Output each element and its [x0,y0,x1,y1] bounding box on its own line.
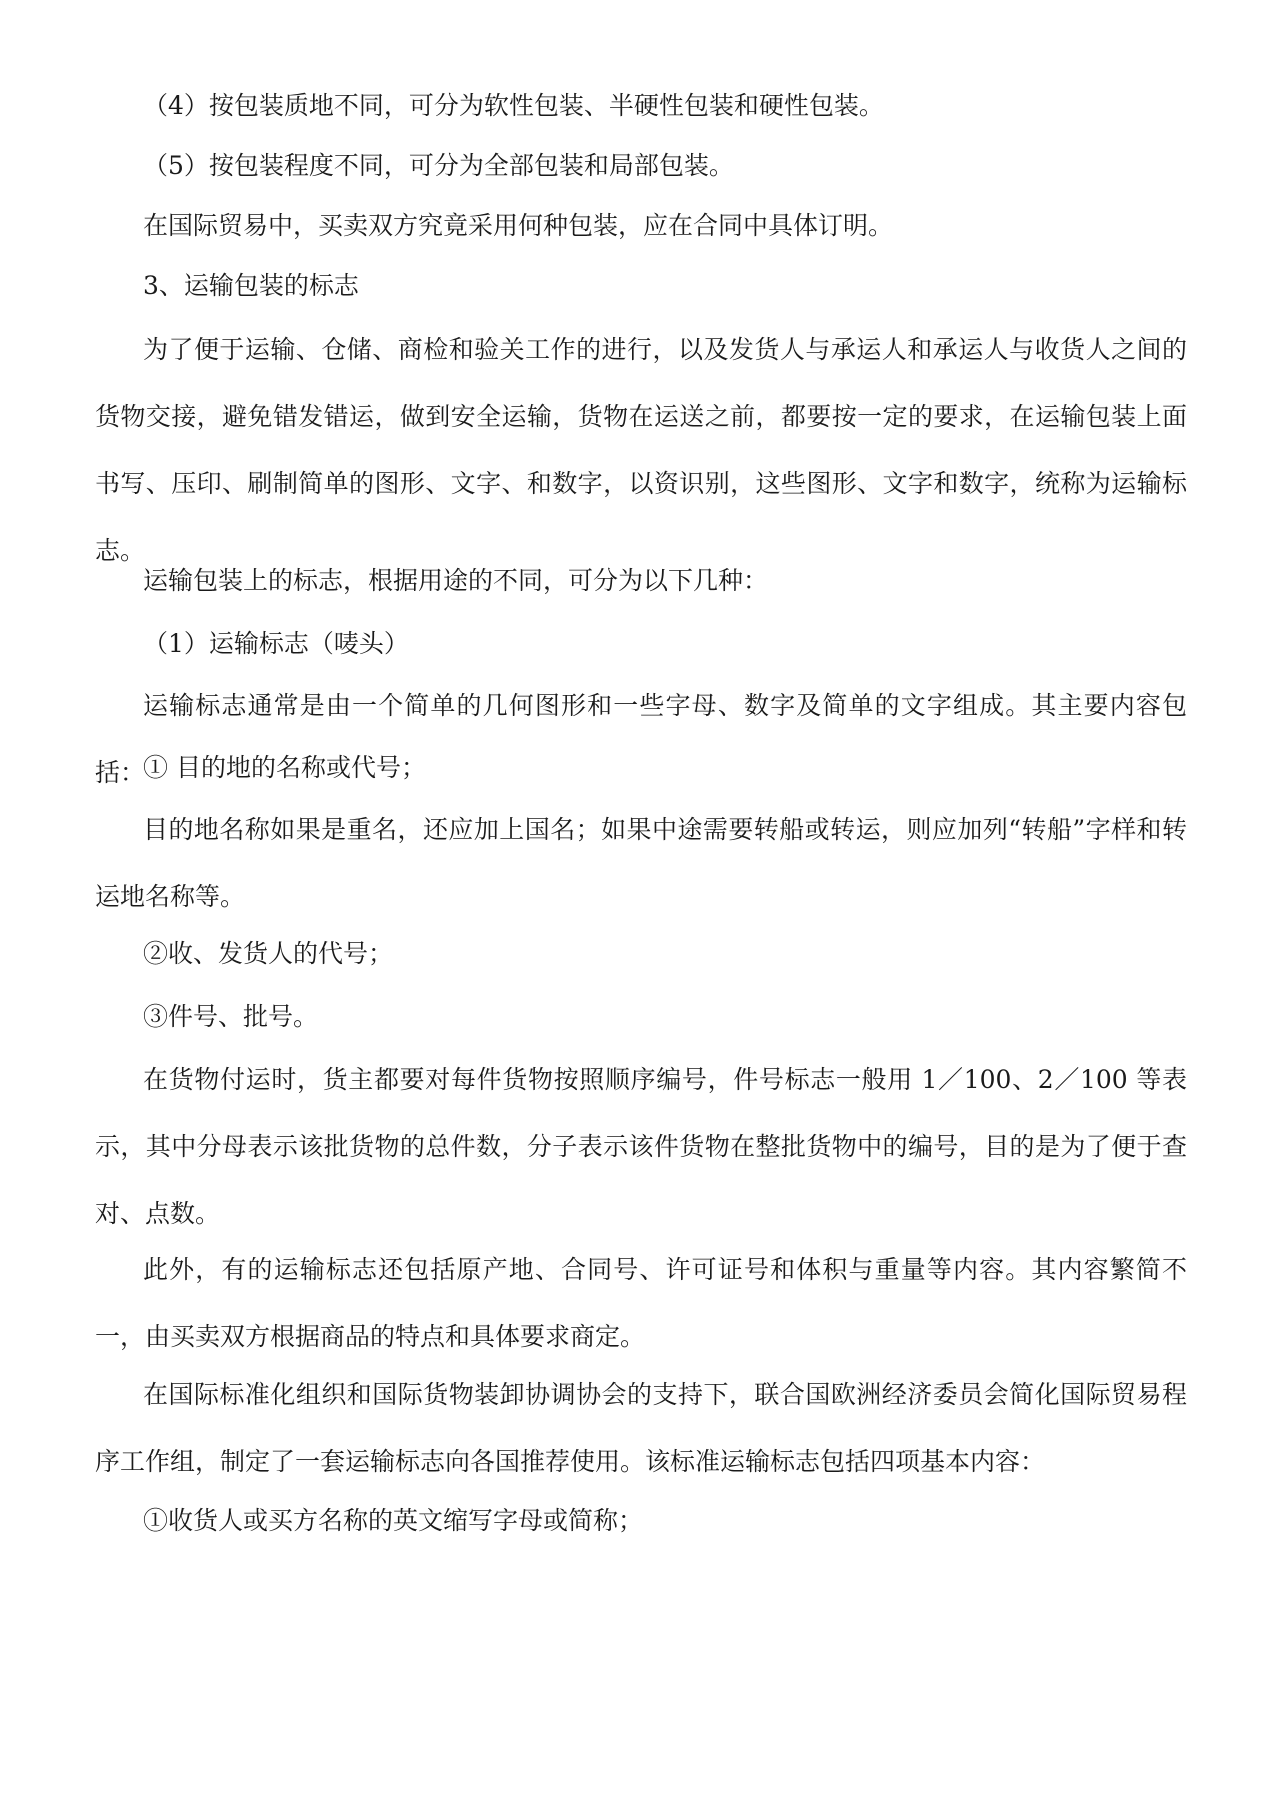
paragraph-packaging-degree: （5）按包装程度不同，可分为全部包装和局部包装。 [143,151,734,180]
list-item-destination: ① 目的地的名称或代号； [143,753,426,782]
paragraph-destination-details: 目的地名称如果是重名，还应加上国名；如果中途需要转船或转运，则应加列“转船”字样和转运地名称等。 [95,815,1187,911]
paragraph-shipping-mark-content: 运输标志通常是由一个简单的几何图形和一些字母、数字及简单的文字组成。其主要内容包括： [95,691,1187,787]
paragraph-transport-marks-purpose: 为了便于运输、仓储、商检和验关工作的进行，以及发货人与承运人和承运人与收货人之间的货物交接，避免错发错运，做到安全运输，货物在运送之前，都要按一定的要求，在运输包装上面书写、压印、刷制简单的图形、文字、和数字，以资识别，这些图形、文字和数字，统称为运输标志。 [95,335,1187,565]
subheading-shipping-mark: （1）运输标志（唛头） [143,629,409,658]
paragraph-contract-packaging: 在国际贸易中，买卖双方究竟采用何种包装，应在合同中具体订明。 [143,211,894,240]
paragraph-mark-types-intro: 运输包装上的标志，根据用途的不同，可分为以下几种： [143,566,769,595]
list-item-piece-batch-number: ③件号、批号。 [143,1002,319,1031]
paragraph-packaging-material: （4）按包装质地不同，可分为软性包装、半硬性包装和硬性包装。 [143,91,884,120]
section-heading-transport-marks: 3、运输包装的标志 [143,271,359,300]
list-item-consignee-code: ②收、发货人的代号； [143,939,394,968]
paragraph-piece-numbering: 在货物付运时，货主都要对每件货物按照顺序编号，件号标志一般用 1／100、2／100 等表示，其中分母表示该批货物的总件数，分子表示该件货物在整批货物中的编号，目的是为了便于查对、点数。 [95,1065,1187,1228]
paragraph-standard-mark: 在国际标准化组织和国际货物装卸协调协会的支持下，联合国欧洲经济委员会简化国际贸易程序工作组，制定了一套运输标志向各国推荐使用。该标准运输标志包括四项基本内容： [95,1380,1187,1476]
paragraph-additional-contents: 此外，有的运输标志还包括原产地、合同号、许可证号和体积与重量等内容。其内容繁简不一，由买卖双方根据商品的特点和具体要求商定。 [95,1255,1187,1351]
list-item-consignee-abbreviation: ①收货人或买方名称的英文缩写字母或简称； [143,1506,644,1535]
